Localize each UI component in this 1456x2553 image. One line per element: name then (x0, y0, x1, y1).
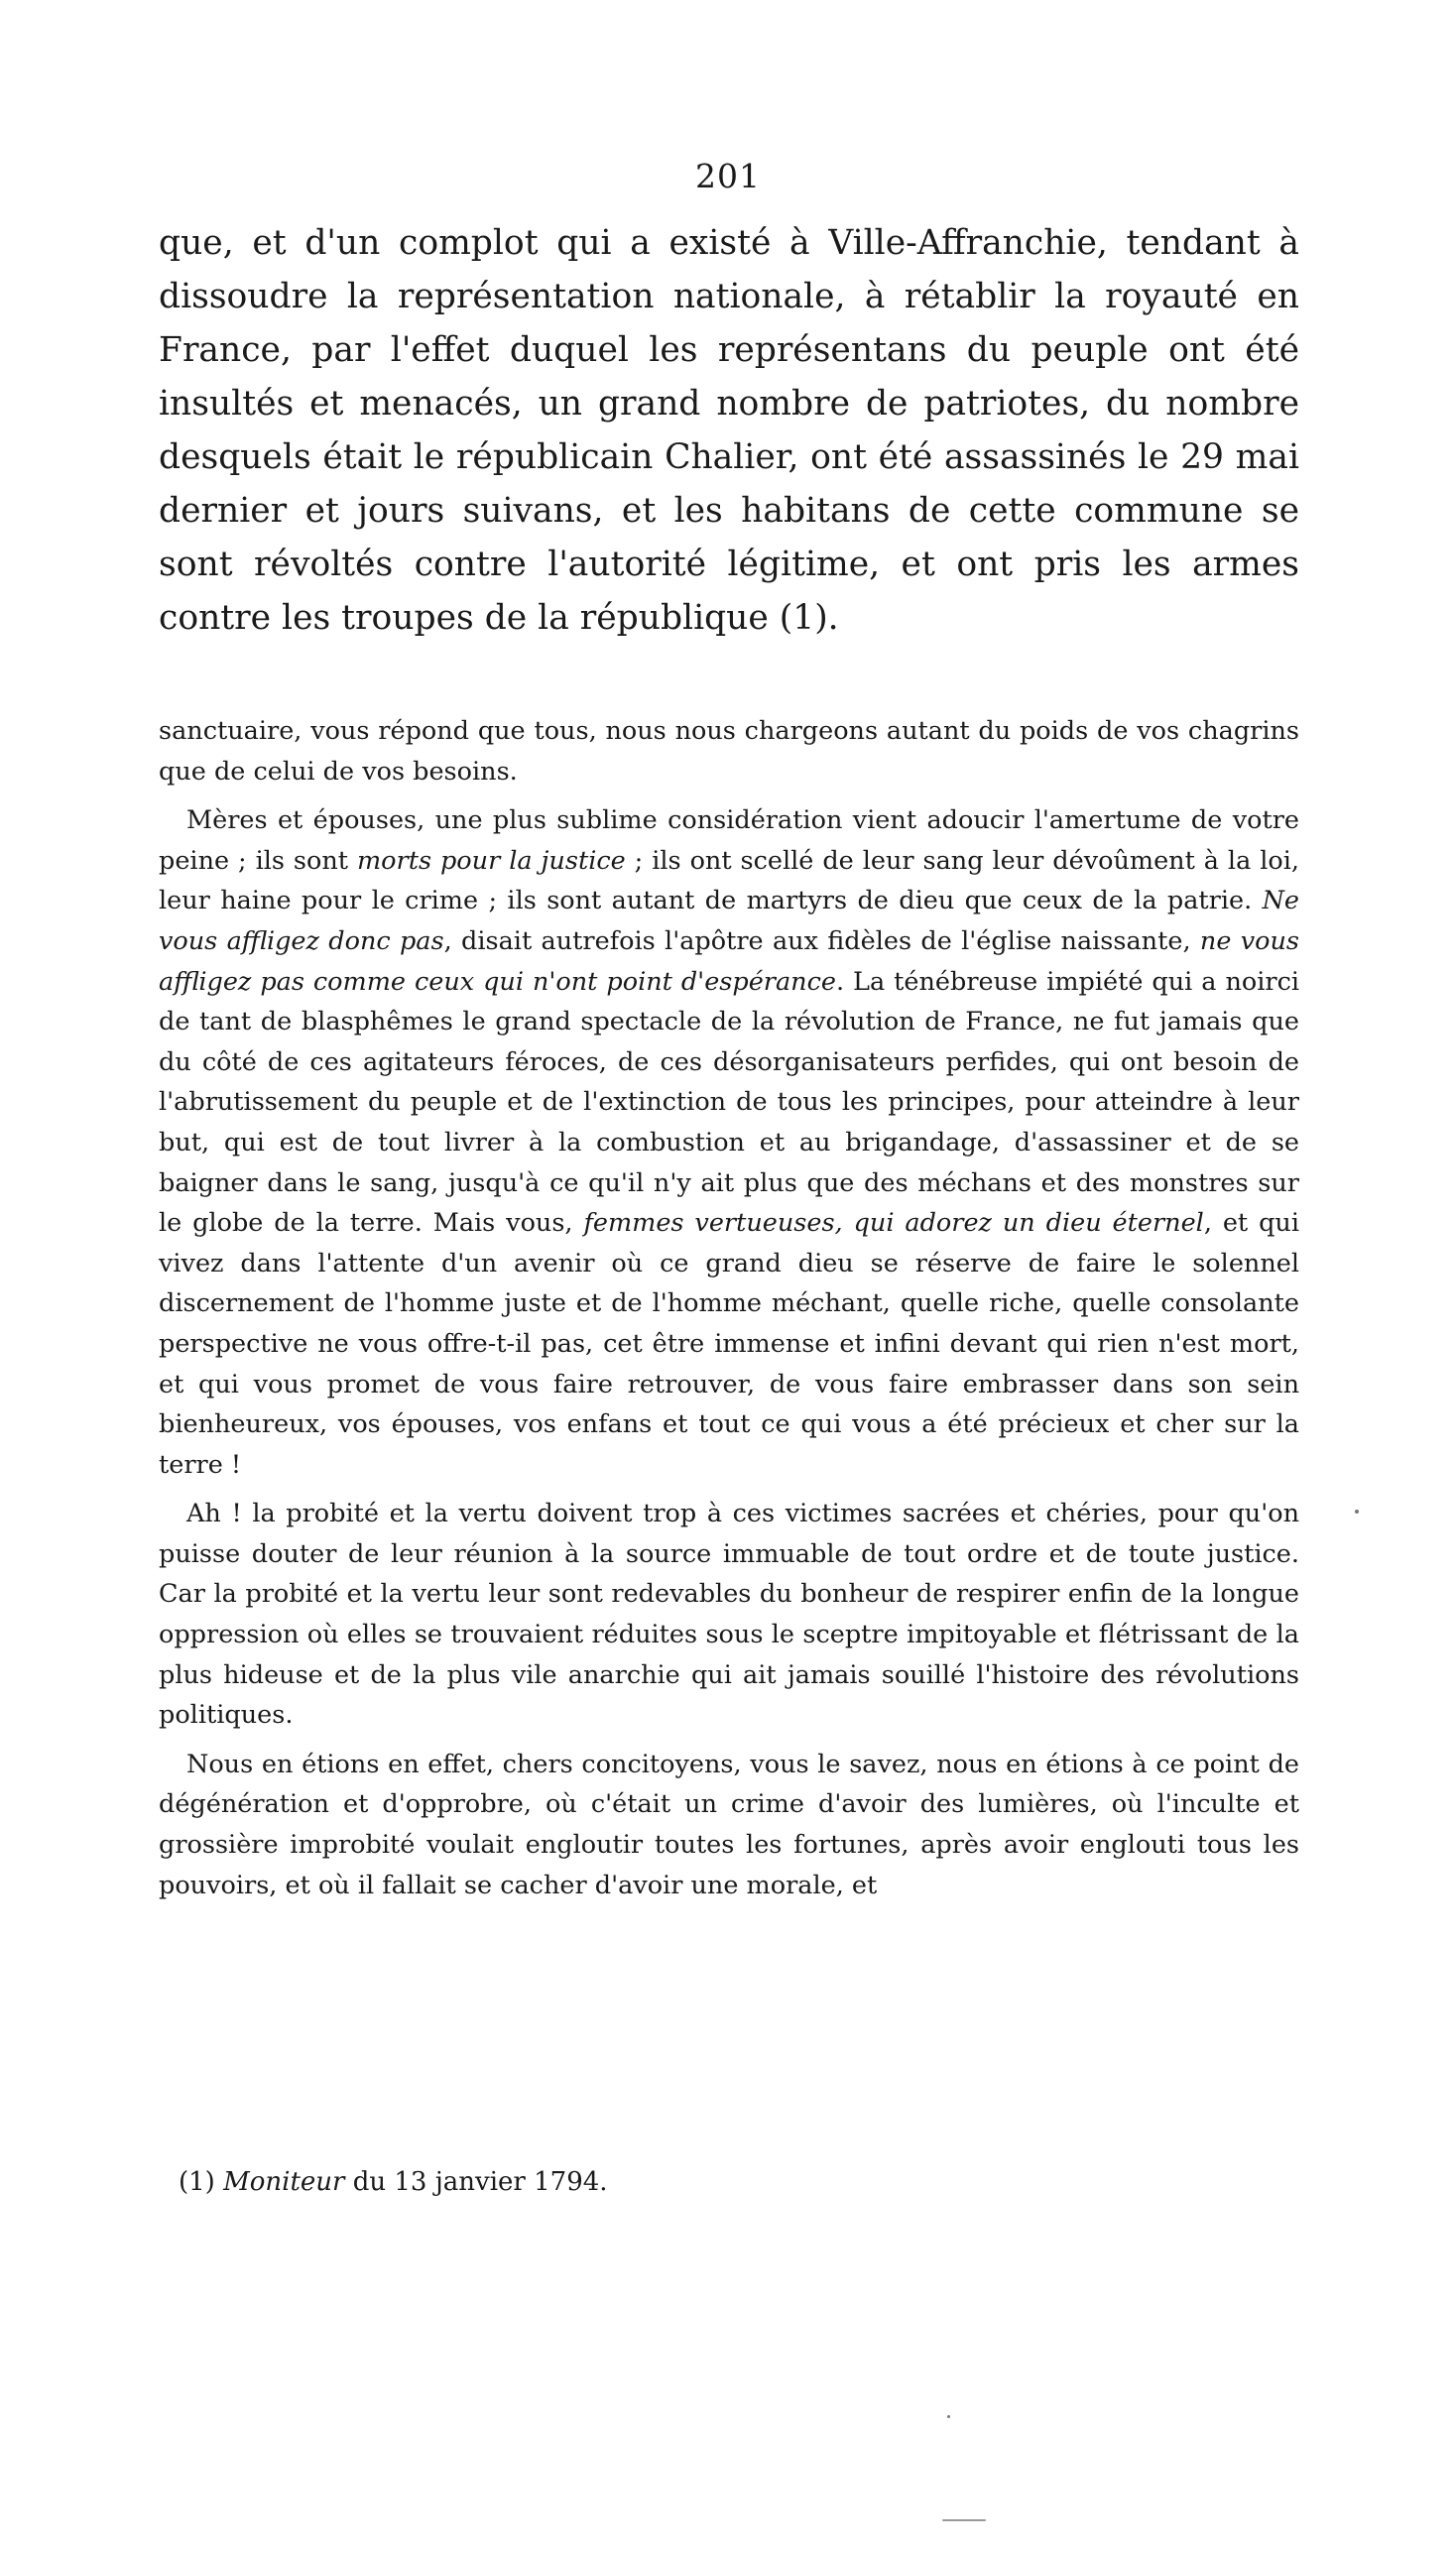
page-number: 201 (695, 157, 761, 195)
main-text (159, 711, 1299, 1905)
paragraph-continuation: sanctuaire, vous répond que tous, nous nous chargeons autant du poids de vos chagrins que de celui de vos besoins. (159, 716, 1299, 787)
decree-paragraph: que, et d'un complot qui a existé à Ville-Affranchie, tendant à dissoudre la représentation nationale, à rétablir la royauté en France, par l'effet duquel les représentans du peuple ont été insultés et menacés, un grand nombre de patriotes, du nombre desquels était le républicain Chalier, ont été assassinés le 29 mai dernier et jours suivans, et les habitans de cette commune se sont révoltés contre l'autorité légitime, et ont pris les armes contre les troupes de la république (1). (159, 223, 1299, 638)
print-speck (1355, 1510, 1359, 1514)
paragraph-probite: Ah ! la probité et la vertu doivent trop à ces victimes sacrées et chéries, pour qu'on puisse douter de leur réunion à la source immuable de tout ordre et de toute justice. Car la probité et la vertu leur sont redevables du bonheur de respirer enfin de la longue oppression où elles se trouvaient réduites sous le sceptre impitoyable et flétrissant de la plus hideuse et de la plus vile anarchie qui ait jamais souillé l'histoire des révolutions politiques. (159, 1499, 1299, 1731)
footnote (179, 2162, 608, 2202)
paragraph-nous-en-etions: Nous en étions en effet, chers concitoyens, vous le savez, nous en étions à ce point de dégénération et d'opprobre, où c'était un crime d'avoir des lumières, où l'inculte et grossière improbité voulait engloutir toutes les fortunes, après avoir englouti tous les pouvoirs, et où il fallait se cacher d'avoir une morale, et (159, 1749, 1299, 1900)
paragraph-meres-et-epouses: Mères et épouses, une plus sublime considération vient adoucir l'amertume de votre peine ; ils sont morts pour la justice ; ils ont scellé de leur sang leur dévoûment à la loi, leur haine pour le crime ; ils sont autant de martyrs de dieu que ceux de la patrie. Ne vous affligez donc pas, disait autrefois l'apôtre aux fidèles de l'église naissante, ne vous affligez pas comme ceux qui n'ont point d'espérance. La ténébreuse impiété qui a noirci de tant de blasphêmes le grand spectacle de la révolution de France, ne fut jamais que du côté de ces agitateurs féroces, de ces désorganisateurs perfides, qui ont besoin de l'abrutissement du peuple et de l'extinction de tous les principes, pour atteindre à leur but, qui est de tout livrer à la combustion et au brigandage, d'assassiner et de se baigner dans le sang, jusqu'à ce qu'il n'y ait plus que des méchans et des monstres sur le globe de la terre. Mais vous, femmes vertueuses, qui adorez un dieu éternel, et qui vivez dans l'attente d'un avenir où ce grand dieu se réserve de faire le solennel discernement de l'homme juste et de l'homme méchant, quelle riche, quelle consolante perspective ne vous offre-t-il pas, cet être immense et infini devant qui rien n'est mort, et qui vous promet de vous faire retrouver, de vous faire embrasser dans son sein bienheureux, vos épouses, vos enfans et tout ce qui vous a été précieux et cher sur la terre ! (159, 805, 1300, 1480)
print-speck (947, 2415, 950, 2418)
footnote-marker: (1) (179, 2167, 215, 2197)
footnote-source: Moniteur (223, 2167, 345, 2197)
print-speck (942, 2519, 986, 2521)
footnote-rest: du 13 janvier 1794. (352, 2167, 608, 2197)
quoted-decree-text (159, 216, 1299, 645)
